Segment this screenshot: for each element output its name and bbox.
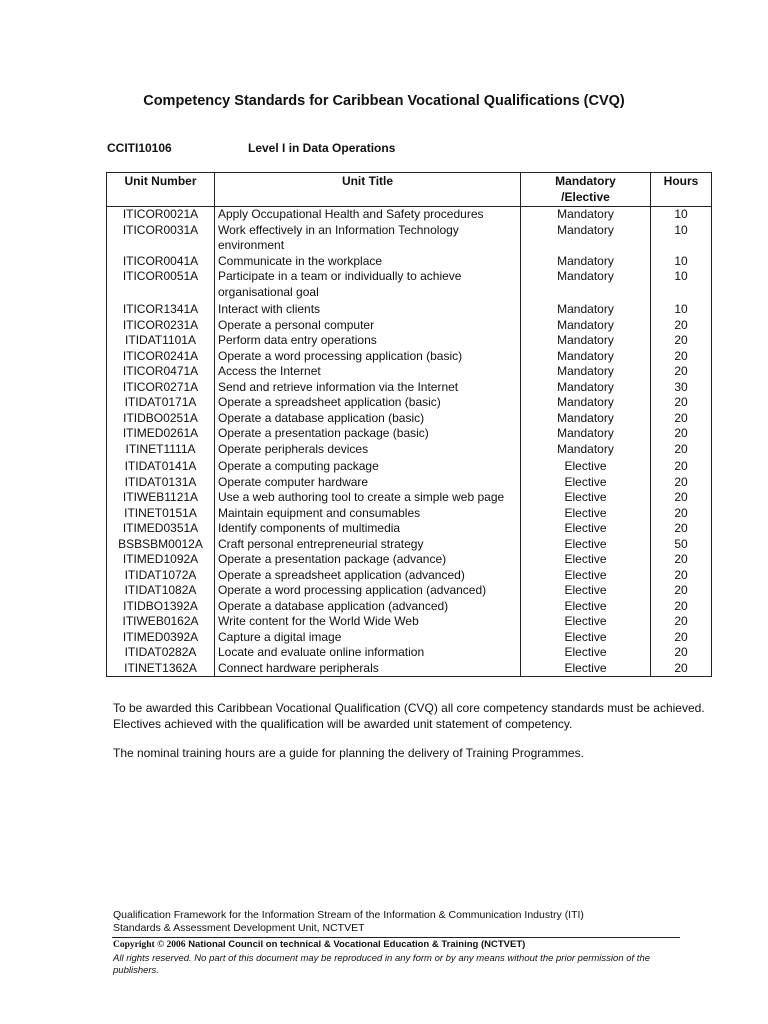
- unit-number-cell: [107, 645, 215, 661]
- unit-type-cell-text: Elective: [564, 567, 607, 582]
- unit-title-cell-text: Use a web authoring tool to create a simple web page: [218, 490, 505, 504]
- unit-number-cell: [107, 475, 215, 491]
- unit-title-cell-text: Operate a personal computer: [218, 317, 375, 332]
- unit-number-cell: [107, 349, 215, 365]
- qualification-code: CCITI10106: [107, 141, 172, 155]
- unit-hours-cell: [651, 457, 712, 475]
- unit-title-cell: [215, 475, 521, 491]
- unit-type-cell-text: Mandatory: [557, 395, 614, 409]
- unit-title-cell: [215, 254, 521, 270]
- unit-hours-cell: [651, 333, 712, 349]
- unit-number-cell-text: ITIDAT0131A: [124, 474, 197, 489]
- unit-title-cell: [215, 599, 521, 615]
- unit-type-cell-text: Elective: [564, 629, 607, 644]
- unit-type-cell-text: Elective: [564, 505, 607, 520]
- unit-number-cell-text: ITIDAT0282A: [124, 645, 197, 659]
- table-row: [107, 475, 712, 491]
- unit-number-cell: [107, 333, 215, 349]
- unit-hours-cell: [651, 349, 712, 365]
- unit-type-cell: [521, 364, 651, 380]
- unit-hours-cell-text: 20: [674, 505, 688, 520]
- unit-type-cell: [521, 614, 651, 630]
- unit-hours-cell-text: 20: [674, 441, 688, 456]
- unit-number-cell-text: ITIDAT1072A: [124, 567, 197, 582]
- table-row: [107, 583, 712, 599]
- units-table-body: [107, 207, 712, 677]
- unit-title-cell-text: Operate a database application (advanced): [218, 598, 449, 613]
- unit-type-cell-text: Mandatory: [557, 253, 614, 268]
- unit-hours-cell: [651, 614, 712, 630]
- unit-title-cell: [215, 630, 521, 646]
- unit-type-cell-text: Mandatory: [557, 426, 614, 440]
- rights-notice: All rights reserved. No part of this document may be reproduced in any form or by any means without the prior permission of the publishers.: [113, 953, 651, 976]
- unit-type-cell: [521, 645, 651, 661]
- unit-type-cell-text: Elective: [564, 614, 607, 628]
- unit-type-cell-text: Elective: [564, 583, 607, 597]
- unit-hours-cell: [651, 411, 712, 427]
- unit-hours-cell-text: 20: [674, 426, 688, 440]
- unit-type-cell: [521, 269, 651, 300]
- unit-number-cell: [107, 490, 215, 506]
- table-row: [107, 614, 712, 630]
- table-row: [107, 630, 712, 646]
- unit-hours-cell-text: 20: [674, 614, 688, 628]
- unit-title-cell-text: Operate a word processing application (advanced): [218, 583, 487, 597]
- unit-hours-cell: [651, 537, 712, 553]
- unit-number-cell-text: ITICOR0031A: [122, 222, 199, 237]
- unit-title-cell: [215, 490, 521, 506]
- copyright-org: National Council on technical & Vocational Education & Training (NCTVET): [188, 939, 526, 950]
- unit-type-cell-text: Elective: [564, 660, 607, 675]
- unit-hours-cell-text: 20: [674, 395, 688, 409]
- unit-title-cell-text: Operate a spreadsheet application (basic): [218, 395, 441, 409]
- unit-number-cell-text: ITIMED0392A: [122, 629, 199, 644]
- unit-type-cell: [521, 442, 651, 458]
- award-note: To be awarded this Caribbean Vocational Qualification (CVQ) all core competency standards must be achieved. Electives achieved with the qualification will be awarded unit statement of competency.: [113, 701, 705, 731]
- unit-number-cell-text: ITIDAT1082A: [124, 583, 197, 597]
- unit-type-cell: [521, 506, 651, 522]
- unit-title-cell-text: Locate and evaluate online information: [218, 645, 425, 659]
- unit-number-cell: [107, 521, 215, 537]
- header-hours: Hours: [651, 173, 712, 207]
- unit-number-cell: [107, 254, 215, 270]
- unit-number-cell-text: ITIWEB1121A: [122, 490, 199, 504]
- unit-number-cell-text: ITICOR0051A: [122, 269, 199, 283]
- unit-hours-cell-text: 10: [674, 302, 688, 316]
- unit-type-cell-text: Mandatory: [557, 379, 614, 394]
- unit-number-cell-text: ITINET1111A: [125, 441, 196, 456]
- table-row: [107, 537, 712, 553]
- unit-type-cell: [521, 630, 651, 646]
- table-row: [107, 442, 712, 458]
- unit-number-cell: [107, 269, 215, 300]
- unit-title-continuation: environment: [218, 238, 285, 252]
- unit-type-cell-text: Mandatory: [557, 364, 614, 378]
- unit-hours-cell-text: 50: [674, 536, 688, 551]
- table-row: [107, 599, 712, 615]
- table-row: [107, 457, 712, 475]
- unit-hours-cell-text: 20: [674, 583, 688, 597]
- unit-title-cell: [215, 364, 521, 380]
- unit-number-cell: [107, 395, 215, 411]
- unit-title-cell-text: Operate a computing package: [218, 459, 379, 473]
- unit-number-cell: [107, 318, 215, 334]
- footer-divider: [112, 937, 680, 938]
- unit-number-cell-text: ITIMED0351A: [122, 521, 199, 535]
- unit-type-cell-text: Elective: [564, 459, 607, 473]
- unit-title-cell: [215, 426, 521, 442]
- unit-hours-cell: [651, 269, 712, 300]
- unit-title-cell: [215, 645, 521, 661]
- unit-hours-cell: [651, 552, 712, 568]
- unit-hours-cell: [651, 395, 712, 411]
- unit-hours-cell: [651, 506, 712, 522]
- unit-type-cell: [521, 411, 651, 427]
- unit-number-cell-text: ITICOR0471A: [122, 364, 199, 378]
- unit-type-cell: [521, 521, 651, 537]
- unit-type-cell: [521, 661, 651, 677]
- table-row: [107, 552, 712, 568]
- framework-line2: Standards & Assessment Development Unit, NCTVET: [113, 922, 365, 934]
- unit-number-cell: [107, 411, 215, 427]
- unit-hours-cell-text: 10: [674, 222, 688, 237]
- table-row: [107, 506, 712, 522]
- unit-hours-cell: [651, 223, 712, 254]
- unit-type-cell: [521, 537, 651, 553]
- table-header-row: [107, 173, 712, 207]
- unit-title-cell-text: Access the Internet: [218, 364, 321, 378]
- unit-title-cell-text: Identify components of multimedia: [218, 521, 401, 535]
- unit-number-cell-text: ITINET1362A: [124, 660, 197, 675]
- unit-title-cell-text: Operate a presentation package (advance): [218, 552, 447, 566]
- unit-title-cell: [215, 223, 521, 254]
- unit-title-cell-text: Interact with clients: [218, 302, 321, 316]
- unit-title-cell: [215, 333, 521, 349]
- unit-title-cell: [215, 349, 521, 365]
- unit-number-cell: [107, 599, 215, 615]
- unit-hours-cell-text: 20: [674, 598, 688, 613]
- unit-number-cell-text: ITICOR1341A: [122, 302, 199, 316]
- unit-number-cell: [107, 661, 215, 677]
- unit-number-cell-text: ITIDAT0141A: [124, 459, 197, 473]
- framework-footer: [113, 909, 713, 935]
- unit-title-cell-text: Operate a word processing application (basic): [218, 348, 463, 363]
- unit-hours-cell: [651, 490, 712, 506]
- unit-type-cell: [521, 426, 651, 442]
- framework-line1: Qualification Framework for the Information Stream of the Information & Communication Industry (ITI): [113, 909, 584, 921]
- unit-hours-cell-text: 20: [674, 629, 688, 644]
- unit-number-cell: [107, 364, 215, 380]
- unit-hours-cell-text: 10: [674, 207, 688, 221]
- unit-type-cell-text: Mandatory: [557, 348, 614, 363]
- unit-title-cell-text: Connect hardware peripherals: [218, 660, 379, 675]
- unit-number-cell: [107, 583, 215, 599]
- unit-title-cell: [215, 661, 521, 677]
- table-row: [107, 269, 712, 300]
- unit-hours-cell-text: 20: [674, 364, 688, 378]
- unit-title-cell: [215, 380, 521, 396]
- unit-title-cell: [215, 552, 521, 568]
- unit-hours-cell: [651, 661, 712, 677]
- unit-title-cell-text: Craft personal entrepreneurial strategy: [218, 536, 424, 551]
- table-row: [107, 207, 712, 223]
- unit-title-cell-text: Operate a database application (basic): [218, 410, 425, 425]
- unit-number-cell-text: ITICOR0231A: [122, 317, 199, 332]
- table-row: [107, 333, 712, 349]
- unit-type-cell: [521, 395, 651, 411]
- table-row: [107, 349, 712, 365]
- unit-title-cell: [215, 614, 521, 630]
- unit-title-cell-text: Apply Occupational Health and Safety procedures: [218, 207, 484, 221]
- unit-title-cell-text: Perform data entry operations: [218, 333, 377, 347]
- table-row: [107, 318, 712, 334]
- unit-type-cell: [521, 300, 651, 318]
- unit-type-cell-text: Mandatory: [557, 317, 614, 332]
- unit-hours-cell-text: 10: [674, 269, 688, 283]
- unit-hours-cell: [651, 475, 712, 491]
- unit-hours-cell: [651, 645, 712, 661]
- unit-number-cell: [107, 552, 215, 568]
- unit-title-cell: [215, 457, 521, 475]
- unit-number-cell: [107, 537, 215, 553]
- unit-number-cell-text: ITIMED0261A: [122, 426, 199, 440]
- unit-title-cell-text: Operate computer hardware: [218, 474, 369, 489]
- unit-type-cell-text: Mandatory: [557, 333, 614, 347]
- table-row: [107, 426, 712, 442]
- unit-number-cell-text: ITICOR0241A: [122, 348, 199, 363]
- table-row: [107, 380, 712, 396]
- unit-number-cell: [107, 614, 215, 630]
- unit-type-cell: [521, 318, 651, 334]
- unit-number-cell-text: ITIDBO1392A: [123, 598, 198, 613]
- unit-type-cell: [521, 223, 651, 254]
- table-row: [107, 521, 712, 537]
- unit-number-cell: [107, 568, 215, 584]
- unit-hours-cell-text: 20: [674, 317, 688, 332]
- unit-hours-cell-text: 20: [674, 459, 688, 473]
- header-mandatory-elective: [521, 173, 651, 207]
- qualification-level: Level I in Data Operations: [248, 141, 396, 155]
- unit-type-cell-text: Elective: [564, 552, 607, 566]
- unit-hours-cell-text: 20: [674, 348, 688, 363]
- header-type-line2: /Elective: [561, 189, 610, 204]
- unit-number-cell-text: ITICOR0021A: [122, 207, 199, 221]
- unit-type-cell-text: Mandatory: [557, 222, 614, 237]
- unit-type-cell-text: Elective: [564, 474, 607, 489]
- unit-number-cell-text: BSBSBM0012A: [118, 536, 203, 551]
- table-row: [107, 395, 712, 411]
- unit-title-cell: [215, 269, 521, 300]
- unit-hours-cell-text: 20: [674, 474, 688, 489]
- unit-hours-cell: [651, 568, 712, 584]
- unit-number-cell-text: ITICOR0271A: [122, 379, 199, 394]
- units-table: [106, 172, 712, 677]
- unit-title-cell-text: Maintain equipment and consumables: [218, 505, 421, 520]
- unit-type-cell: [521, 552, 651, 568]
- unit-title-cell: [215, 395, 521, 411]
- unit-title-cell: [215, 583, 521, 599]
- unit-title-continuation: organisational goal: [218, 284, 319, 299]
- unit-type-cell: [521, 380, 651, 396]
- unit-type-cell-text: Mandatory: [557, 441, 614, 456]
- unit-type-cell-text: Elective: [564, 490, 607, 504]
- unit-title-cell-text: Work effectively in an Information Technology: [218, 222, 459, 237]
- unit-hours-cell-text: 20: [674, 567, 688, 582]
- unit-type-cell: [521, 254, 651, 270]
- unit-number-cell-text: ITIDBO0251A: [123, 410, 198, 425]
- unit-number-cell-text: ITIDAT1101A: [125, 333, 196, 347]
- table-row: [107, 223, 712, 254]
- unit-type-cell-text: Elective: [564, 521, 607, 535]
- unit-number-cell-text: ITIDAT0171A: [124, 395, 197, 409]
- unit-title-cell-text: Write content for the World Wide Web: [218, 614, 419, 628]
- unit-number-cell-text: ITINET0151A: [124, 505, 197, 520]
- unit-hours-cell: [651, 364, 712, 380]
- unit-type-cell: [521, 349, 651, 365]
- unit-type-cell-text: Mandatory: [557, 302, 614, 316]
- unit-number-cell: [107, 457, 215, 475]
- unit-hours-cell-text: 30: [674, 379, 688, 394]
- unit-number-cell-text: ITICOR0041A: [122, 253, 199, 268]
- unit-title-cell-text: Operate a spreadsheet application (advanced): [218, 567, 465, 582]
- table-row: [107, 254, 712, 270]
- unit-title-cell-text: Operate a presentation package (basic): [218, 426, 429, 440]
- unit-number-cell: [107, 380, 215, 396]
- header-unit-title: Unit Title: [215, 173, 521, 207]
- unit-title-cell: [215, 568, 521, 584]
- unit-hours-cell: [651, 426, 712, 442]
- unit-type-cell: [521, 599, 651, 615]
- copyright-line: [113, 939, 525, 950]
- unit-hours-cell-text: 20: [674, 333, 688, 347]
- unit-hours-cell-text: 20: [674, 490, 688, 504]
- table-row: [107, 645, 712, 661]
- copyright-prefix: Copyright © 2006: [113, 940, 186, 950]
- unit-hours-cell: [651, 599, 712, 615]
- unit-number-cell-text: ITIWEB0162A: [122, 614, 199, 628]
- unit-hours-cell: [651, 630, 712, 646]
- unit-hours-cell: [651, 300, 712, 318]
- table-row: [107, 411, 712, 427]
- unit-title-cell-text: Communicate in the workplace: [218, 253, 383, 268]
- unit-title-cell-text: Operate peripherals devices: [218, 441, 369, 456]
- table-row: [107, 300, 712, 318]
- unit-type-cell: [521, 457, 651, 475]
- unit-number-cell: [107, 426, 215, 442]
- unit-title-cell: [215, 521, 521, 537]
- unit-hours-cell: [651, 583, 712, 599]
- unit-hours-cell-text: 20: [674, 660, 688, 675]
- unit-number-cell: [107, 630, 215, 646]
- unit-type-cell-text: Mandatory: [557, 410, 614, 425]
- unit-number-cell: [107, 207, 215, 223]
- unit-hours-cell-text: 20: [674, 410, 688, 425]
- unit-type-cell-text: Elective: [564, 598, 607, 613]
- unit-type-cell: [521, 333, 651, 349]
- unit-number-cell: [107, 223, 215, 254]
- unit-hours-cell-text: 10: [674, 253, 688, 268]
- unit-type-cell: [521, 207, 651, 223]
- unit-title-cell: [215, 411, 521, 427]
- unit-title-cell: [215, 506, 521, 522]
- unit-title-cell: [215, 442, 521, 458]
- unit-title-cell-text: Participate in a team or individually to achieve: [218, 269, 462, 283]
- unit-hours-cell: [651, 521, 712, 537]
- unit-number-cell: [107, 442, 215, 458]
- unit-type-cell: [521, 568, 651, 584]
- unit-hours-cell: [651, 318, 712, 334]
- table-row: [107, 490, 712, 506]
- unit-title-cell: [215, 537, 521, 553]
- table-row: [107, 661, 712, 677]
- unit-number-cell: [107, 506, 215, 522]
- unit-type-cell: [521, 475, 651, 491]
- table-row: [107, 364, 712, 380]
- document-title: Competency Standards for Caribbean Vocational Qualifications (CVQ): [143, 93, 625, 109]
- unit-type-cell-text: Mandatory: [557, 207, 614, 221]
- table-row: [107, 568, 712, 584]
- header-type-line1: Mandatory: [555, 174, 616, 188]
- unit-hours-cell: [651, 207, 712, 223]
- unit-title-cell-text: Send and retrieve information via the Internet: [218, 379, 459, 394]
- unit-type-cell: [521, 583, 651, 599]
- unit-hours-cell: [651, 442, 712, 458]
- unit-title-cell: [215, 207, 521, 223]
- unit-hours-cell: [651, 380, 712, 396]
- unit-title-cell: [215, 300, 521, 318]
- unit-number-cell-text: ITIMED1092A: [122, 552, 199, 566]
- unit-title-cell: [215, 318, 521, 334]
- unit-hours-cell-text: 20: [674, 552, 688, 566]
- unit-title-cell-text: Capture a digital image: [218, 629, 342, 644]
- unit-hours-cell-text: 20: [674, 645, 688, 659]
- unit-hours-cell: [651, 254, 712, 270]
- unit-type-cell-text: Elective: [564, 645, 607, 659]
- nominal-hours-note: The nominal training hours are a guide for planning the delivery of Training Programmes.: [113, 746, 584, 760]
- unit-type-cell-text: Elective: [564, 536, 607, 551]
- unit-type-cell: [521, 490, 651, 506]
- unit-number-cell: [107, 300, 215, 318]
- unit-type-cell-text: Mandatory: [557, 269, 614, 283]
- header-unit-number: Unit Number: [107, 173, 215, 207]
- unit-hours-cell-text: 20: [674, 521, 688, 535]
